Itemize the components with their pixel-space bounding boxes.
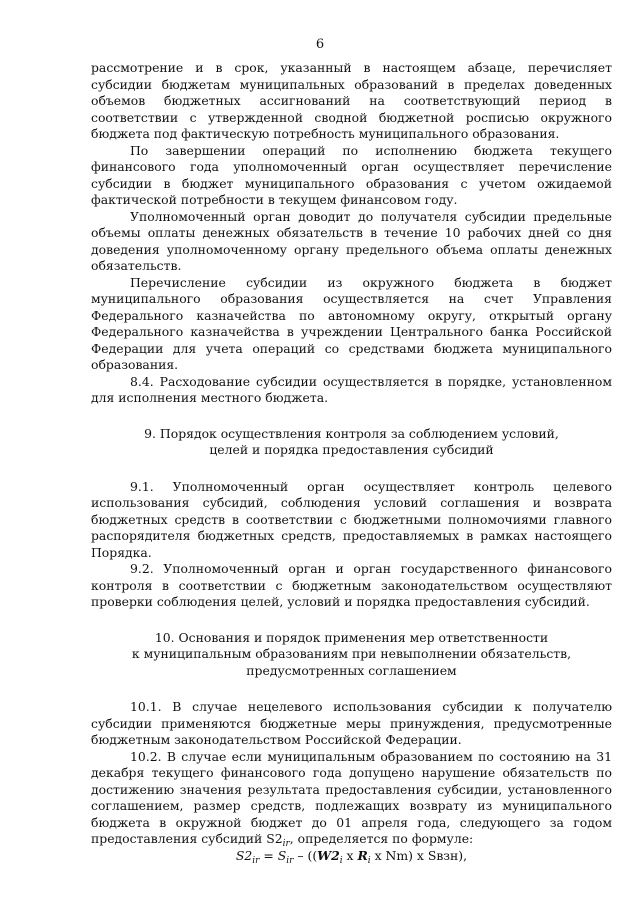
section-9-heading-line1: 9. Порядок осуществления контроля за соблюдением условий,	[144, 425, 559, 441]
paragraph-transfer-after-year: По завершении операций по исполнению бюджета текущего финансового года уполномоченный орган осуществляет перечисление субсидии в бюджет муниципального образования с учетом ожидаемой фактической потребности в текущем финансовом году.	[91, 142, 612, 207]
section-9-heading-line2: целей и порядка предоставления субсидий	[209, 442, 494, 457]
paragraph-8-4: 8.4. Расходование субсидии осуществляется в порядке, установленном для исполнения местного бюджета.	[91, 373, 612, 405]
section-10-heading	[91, 630, 612, 680]
paragraph-9-2: 9.2. Уполномоченный орган и орган государственного финансового контроля в соответствии с бюджетным законодательством осуществляют проверки соблюдения целей, условий и порядка предоставления субсидий.	[91, 561, 612, 609]
paragraph-10-2-end: , определяется по формуле:	[289, 831, 474, 846]
paragraph-10-2-subscript: ir	[282, 839, 290, 849]
paragraph-10-2	[91, 749, 612, 848]
section-10-heading-line3: предусмотренных соглашением	[246, 662, 457, 678]
formula-s: S	[277, 847, 287, 863]
section-9-heading	[91, 426, 612, 459]
formula-w: W2	[317, 847, 340, 863]
formula	[91, 848, 612, 865]
formula-s-sub: ir	[286, 855, 294, 866]
formula-r: R	[357, 847, 368, 863]
paragraph-limits: Уполномоченный орган доводит до получателя субсидии предельные объемы оплаты денежных обязательств в течение 10 рабочих дней со дня доведения уполномоченному органу предельного объема оплаты денежных обязательств.	[91, 208, 612, 273]
formula-lhs-sub: ir	[252, 855, 260, 866]
page-number: 6	[315, 37, 325, 52]
paragraph-continued: рассмотрение и в срок, указанный в настоящем абзаце, перечисляет субсидии бюджетам муниципальных образований в пределах доведенных объемов бюджетных ассигнований на соответствующий период в соответствии с утвержденной сводной бюджетной росписью окружного бюджета под фактическую потребность муниципального образования.	[91, 60, 612, 141]
document-body	[91, 60, 612, 864]
formula-tail: x Nm) x Sвзн),	[370, 847, 468, 863]
formula-lhs: S2	[235, 847, 253, 863]
paragraph-9-1: 9.1. Уполномоченный орган осуществляет контроль целевого использования субсидий, соблюдения условий соглашения и возврата бюджетных средств в соответствии с бюджетными полномочиями главного распорядителя бюджетных средств, предоставляемых в рамках настоящего Порядка.	[91, 478, 612, 560]
formula-r-sub: i	[367, 855, 371, 866]
formula-eq: =	[259, 847, 278, 863]
section-10-heading-line1: 10. Основания и порядок применения мер ответственности	[154, 629, 549, 645]
paragraph-treasury-account: Перечисление субсидии из окружного бюджета в бюджет муниципального образования осуществляется на счет Управления Федерального казначейства по автономному округу, открытый органу Федерального казначейства в учреждении Центрального банка Российской Федерации для учета операций со средствами бюджета муниципального образования.	[91, 274, 612, 372]
formula-mid: – ((	[293, 847, 318, 863]
formula-w-sub: i	[339, 855, 343, 866]
section-10-heading-line2: к муниципальным образованиям при невыполнении обязательств,	[131, 646, 572, 661]
paragraph-10-1: 10.1. В случае нецелевого использования субсидии к получателю субсидии применяются бюджетные меры принуждения, предусмотренные бюджетным законодательством Российской Федерации.	[91, 699, 612, 747]
formula-times: x	[342, 847, 358, 863]
paragraph-10-2-text: 10.2. В случае если муниципальным образованием по состоянию на 31 декабря текущего финансового года допущено нарушение обязательств по достижению значения результата предоставления субсидии, установленного соглашением, размер средств, подлежащих возврату из муниципального бюджета в окружной бюджет до 01 апреля года, следующего за годом предоставления субсидий S2	[91, 748, 612, 846]
